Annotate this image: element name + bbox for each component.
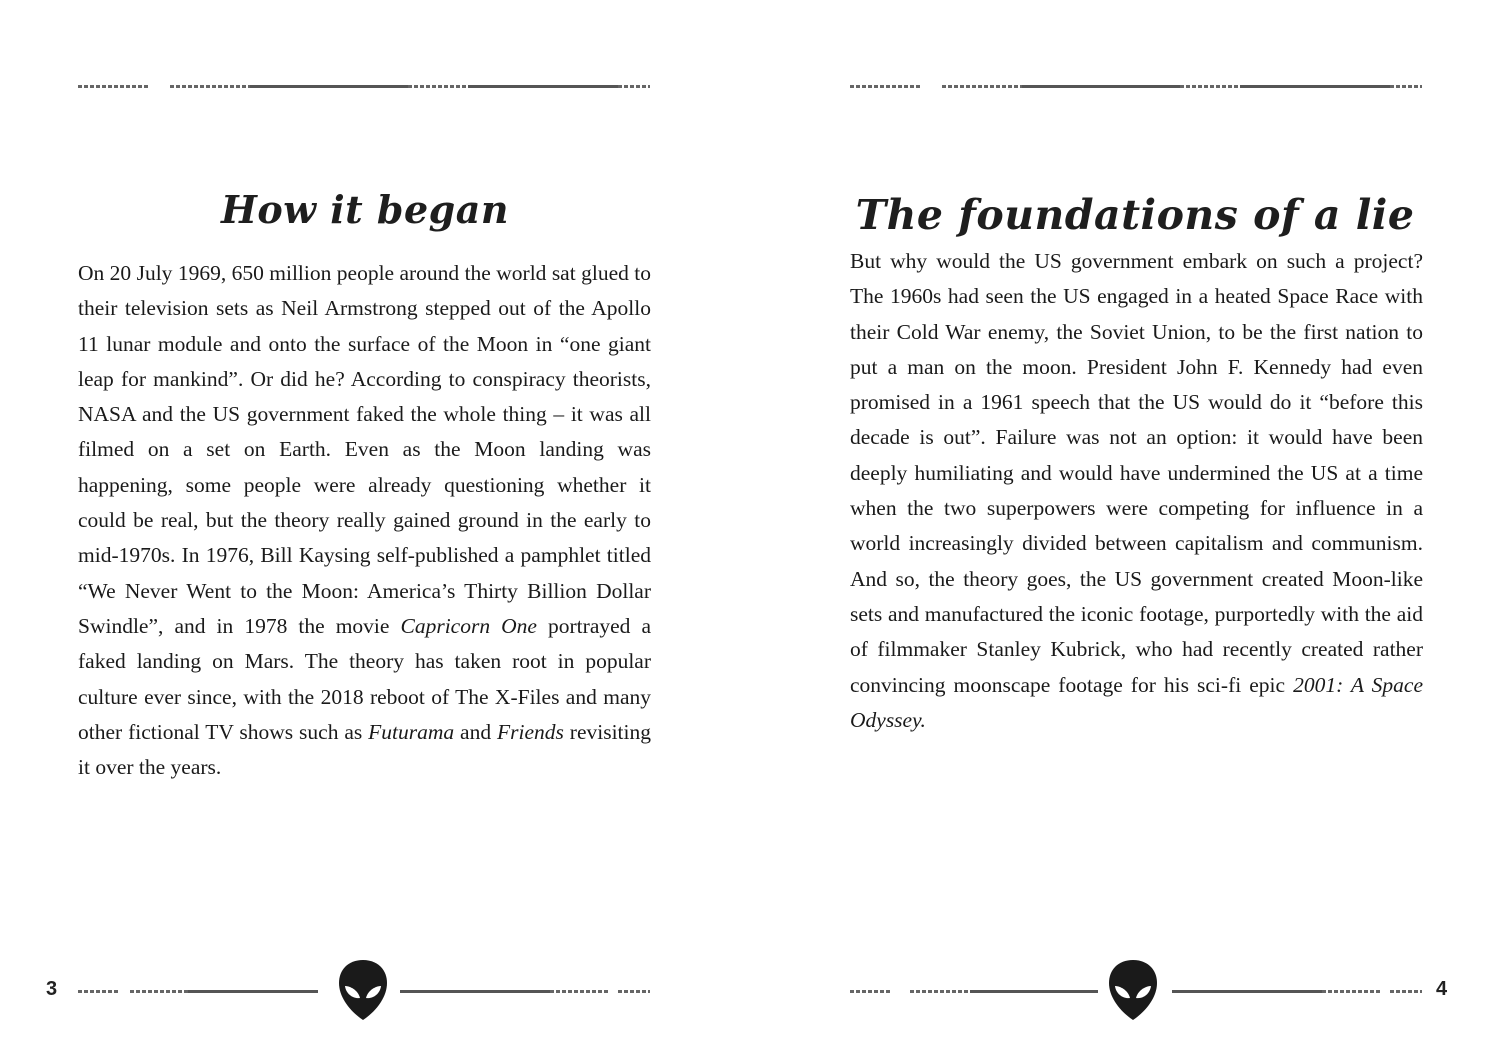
- text-run: and: [454, 719, 497, 744]
- italic-title-futurama: Futurama: [368, 719, 455, 744]
- page-title: How it began: [221, 187, 509, 233]
- footer-rule-right: [400, 989, 650, 993]
- page-footer: [40, 958, 660, 1024]
- body-paragraph: [78, 256, 651, 785]
- text-run: But why would the US government embark on such a project? The 1960s had seen the US engaged in a heated Space Race with their Cold War enemy, the Soviet Union, to be the first nation to put a man on the moon. President John F. Kennedy had even promised in a 1961 speech that the US would do it “before this decade is out”. Failure was not an option: it would have been deeply humiliating and would have undermined the US at a time when the two superpowers were competing for influence in a world increasingly divided between capitalism and communism. And so, the theory goes, the US government created Moon-like sets and manufactured the iconic footage, purportedly with the aid of filmmaker Stanley Kubrick, who had recently created rather convincing moonscape footage for his sci-fi epic: [850, 249, 1423, 697]
- body-paragraph: [850, 244, 1423, 738]
- page-title: The foundations of a lie: [855, 191, 1415, 240]
- footer-rule-right: [1172, 989, 1422, 993]
- page-number: 3: [46, 978, 58, 1000]
- alien-head-icon: [1106, 958, 1160, 1022]
- text-run: portrayed a faked landing on Mars. The theory has taken root in popular culture ever since, with the 2018 reboot of The X-Files and many other fictional TV shows such as: [78, 613, 651, 744]
- header-rule: [78, 84, 650, 89]
- italic-title-friends: Friends: [497, 719, 564, 744]
- footer-rule-left: [850, 989, 1098, 993]
- page-footer: [850, 958, 1470, 1024]
- footer-rule-left: [78, 989, 318, 993]
- italic-title-capricorn-one: Capricorn One: [400, 613, 537, 638]
- page-number: 4: [1436, 978, 1448, 1000]
- header-rule: [850, 84, 1422, 89]
- alien-head-icon: [336, 958, 390, 1022]
- italic-title-2001: 2001: A Space Odyssey.: [850, 672, 1423, 732]
- text-run: On 20 July 1969, 650 million people around the world sat glued to their television sets as Neil Armstrong stepped out of the Apollo 11 lunar module and onto the surface of the Moon in “one giant leap for mankind”. Or did he? According to conspiracy theorists, NASA and the US government faked the whole thing – it was all filmed on a set on Earth. Even as the Moon landing was happening, some people were already questioning whether it could be real, but the theory really gained ground in the early to mid-1970s. In 1976, Bill Kaysing self-published a pamphlet titled “We Never Went to the Moon: America’s Thirty Billion Dollar Swindle”, and in 1978 the movie: [78, 261, 651, 638]
- right-page: [750, 0, 1500, 1056]
- text-run: revisiting it over the years.: [78, 719, 651, 780]
